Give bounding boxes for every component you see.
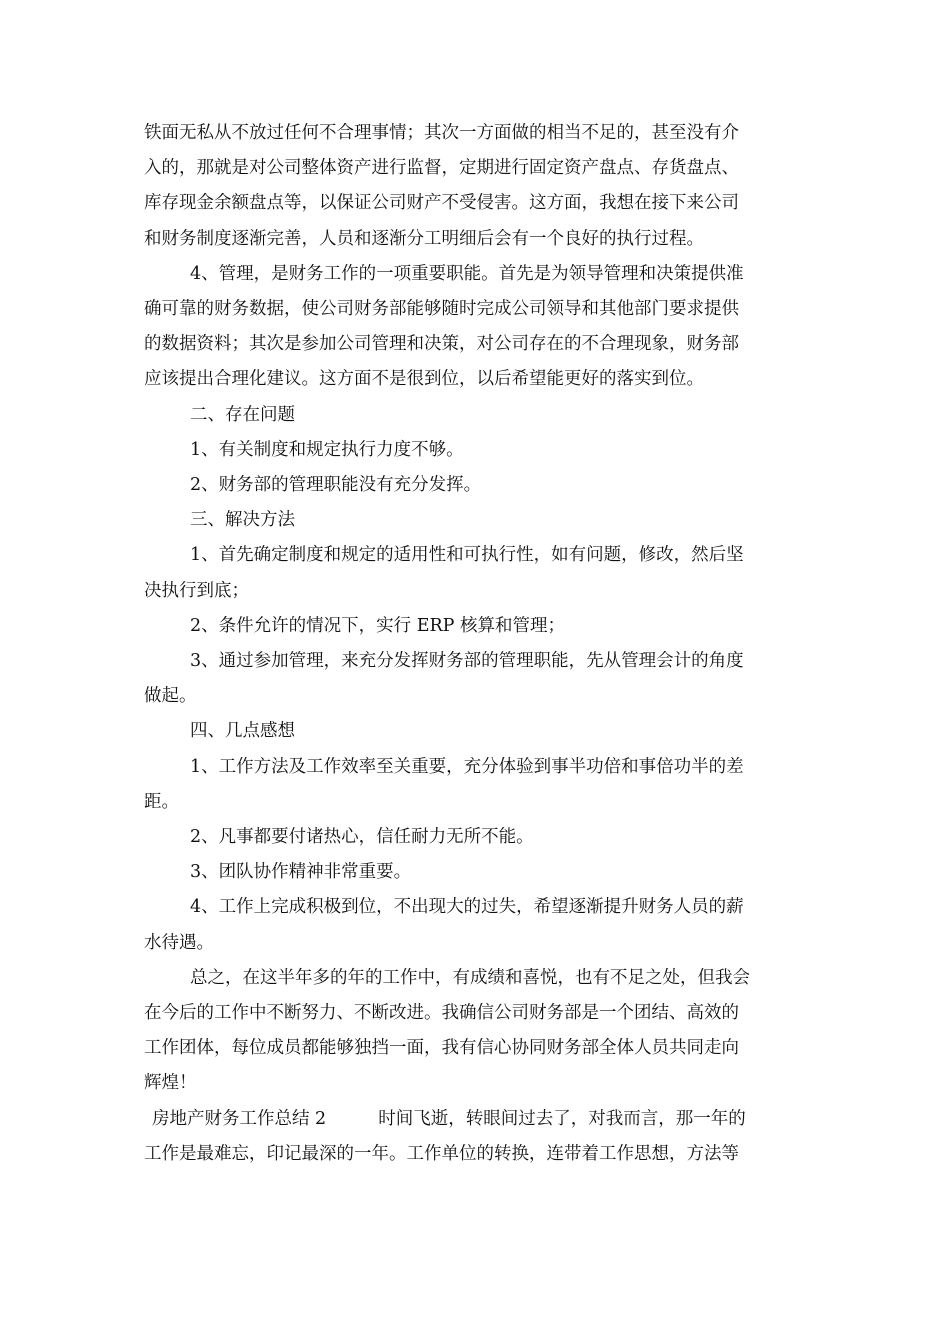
paragraph-management [144, 257, 804, 398]
text-line: 2、财务部的管理职能没有充分发挥。 [190, 475, 482, 496]
text-line: 2、条件允许的情况下，实行 ERP 核算和管理； [190, 615, 565, 636]
list-item [144, 644, 804, 714]
text-line: 入的，那就是对公司整体资产进行监督，定期进行固定资产盘点、存货盘点、 [144, 158, 739, 179]
section-heading: 三、解决方法 [190, 510, 295, 531]
heading-solutions [144, 503, 804, 538]
text-line: 1、有关制度和规定执行力度不够。 [190, 439, 464, 460]
text-line: 总之，在这半年多的年的工作中，有成绩和喜悦，也有不足之处，但我会 [190, 967, 750, 988]
text-line: 做起。 [144, 686, 197, 707]
text-line: 距。 [144, 791, 179, 812]
text-line: 3、团队协作精神非常重要。 [190, 862, 412, 883]
text-line: 4、管理，是财务工作的一项重要职能。首先是为领导管理和决策提供准 [190, 263, 744, 284]
section-heading: 二、存在问题 [190, 404, 295, 425]
text-line: 和财务制度逐渐完善，人员和逐渐分工明细后会有一个良好的执行过程。 [144, 228, 704, 249]
text-line: 辉煌！ [144, 1073, 197, 1094]
text-line: 库存现金余额盘点等，以保证公司财产不受侵害。这方面，我想在接下来公司 [144, 193, 739, 214]
text-line: 决执行到底； [144, 580, 249, 601]
document-page [144, 116, 804, 1172]
list-item [144, 855, 804, 890]
list-item [144, 750, 804, 820]
text-line: 工作是最难忘，印记最深的一年。工作单位的转换，连带着工作思想，方法等 [144, 1143, 739, 1164]
heading-problems [144, 398, 804, 433]
text-line: 确可靠的财务数据，使公司财务部能够随时完成公司领导和其他部门要求提供 [144, 299, 739, 320]
section-2-title: 房地产财务工作总结 2 [152, 1108, 327, 1129]
text-line: 工作团体，每位成员都能够独挡一面，我有信心协同财务部全体人员共同走向 [144, 1038, 739, 1059]
list-item [144, 609, 804, 644]
text-line: 应该提出合理化建议。这方面不是很到位，以后希望能更好的落实到位。 [144, 369, 704, 390]
text-line: 时间飞逝，转眼间过去了，对我而言，那一年的 [378, 1108, 746, 1129]
section-2-first-line [144, 1102, 804, 1137]
section-heading: 四、几点感想 [190, 721, 295, 742]
paragraph-continuation [144, 116, 804, 257]
text-line: 1、工作方法及工作效率至关重要，充分体验到事半功倍和事倍功半的差 [190, 756, 744, 777]
text-line: 铁面无私从不放过任何不合理事情；其次一方面做的相当不足的，甚至没有介 [144, 123, 739, 143]
list-item [144, 820, 804, 855]
text-line: 4、工作上完成积极到位，不出现大的过失，希望逐渐提升财务人员的薪 [190, 897, 744, 918]
heading-reflections [144, 714, 804, 749]
text-line: 2、凡事都要付诸热心，信任耐力无所不能。 [190, 827, 534, 848]
list-item [144, 538, 804, 608]
text-line: 3、通过参加管理，来充分发挥财务部的管理职能，先从管理会计的角度 [190, 651, 744, 672]
paragraph-summary [144, 961, 804, 1102]
list-item [144, 433, 804, 468]
list-item [144, 890, 804, 960]
text-line: 的数据资料；其次是参加公司管理和决策，对公司存在的不合理现象，财务部 [144, 334, 739, 355]
text-line: 水待遇。 [144, 932, 214, 953]
text-line: 在今后的工作中不断努力、不断改进。我确信公司财务部是一个团结、高效的 [144, 1003, 739, 1024]
list-item [144, 468, 804, 503]
text-line: 1、首先确定制度和规定的适用性和可执行性，如有问题，修改，然后坚 [190, 545, 744, 566]
section-2 [144, 1102, 804, 1172]
